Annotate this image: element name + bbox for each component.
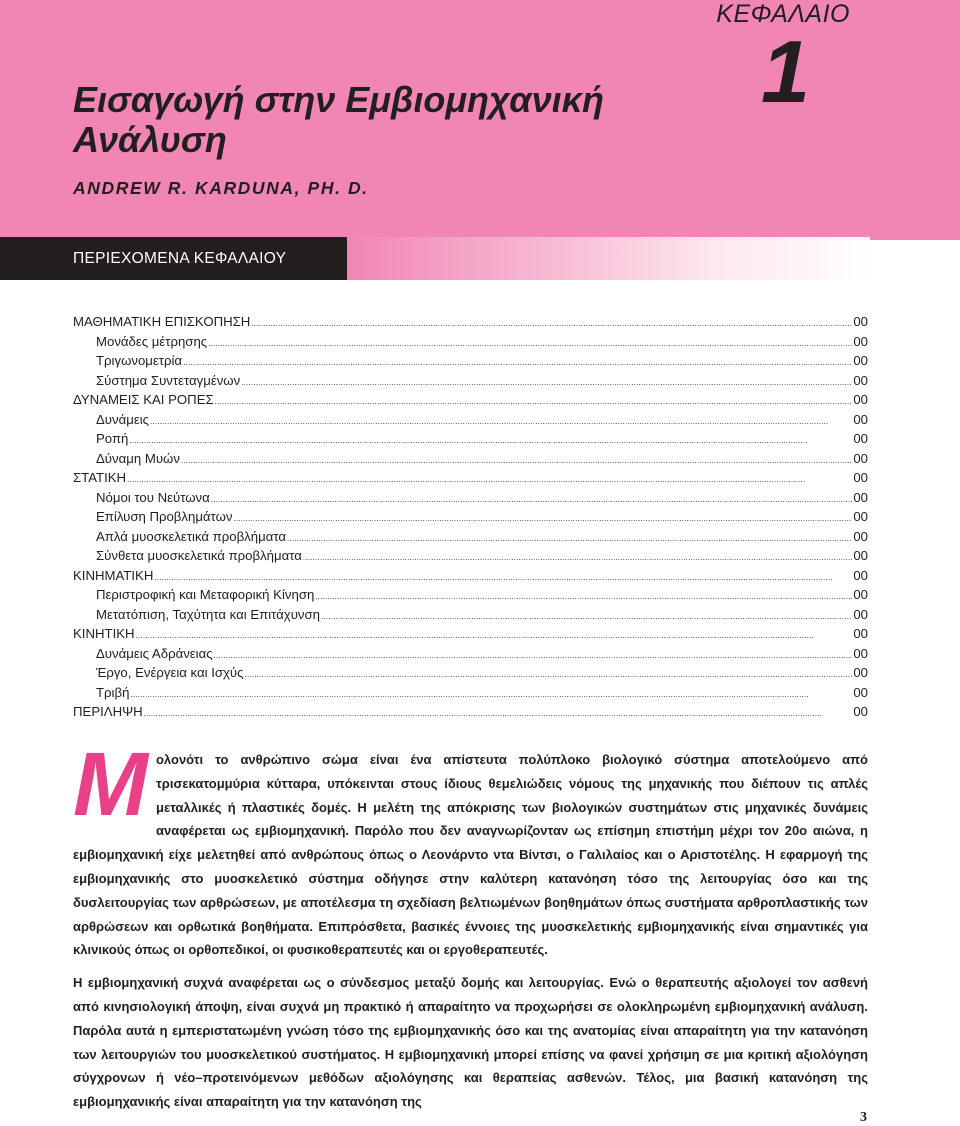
toc-entry	[73, 371, 868, 391]
toc-entry	[73, 702, 868, 722]
toc-entry	[73, 449, 868, 469]
toc-dot-leader	[233, 509, 852, 529]
toc-entry-page: 00	[853, 684, 868, 700]
toc-entry-title: Επίλυση Προβλημάτων	[96, 509, 233, 524]
contents-heading: ΠΕΡΙΕΧΟΜΕΝΑ ΚΕΦΑΛΑΙΟΥ	[73, 250, 287, 267]
chapter-body	[73, 735, 868, 1114]
toc-entry-title: Δυνάμεις Αδράνειας	[96, 645, 213, 661]
toc-entry-page: 00	[853, 645, 868, 661]
toc-entry-title: ΚΙΝΗΤΙΚΗ	[73, 626, 135, 641]
intro-paragraph	[73, 735, 868, 962]
toc-dot-leader	[208, 334, 852, 354]
toc-entry	[73, 488, 868, 508]
toc-entry	[73, 507, 868, 527]
toc-entry	[73, 566, 868, 586]
toc-dot-leader	[303, 548, 852, 568]
toc-entry-page: 00	[853, 353, 868, 368]
toc-entry	[73, 683, 868, 703]
toc-entry	[73, 468, 868, 488]
toc-dot-leader	[215, 392, 853, 412]
toc-entry-page: 00	[853, 372, 868, 388]
toc-entry-title: Δυνάμεις	[96, 411, 150, 427]
page-number: 3	[860, 1110, 867, 1125]
toc-dot-leader	[183, 353, 852, 373]
toc-dot-leader	[181, 451, 852, 471]
toc-entry	[73, 429, 868, 449]
toc-entry-page: 00	[853, 411, 868, 427]
toc-entry	[73, 410, 868, 430]
toc-entry-title: Τριγωνομετρία	[96, 353, 183, 368]
contents-heading-bar	[0, 237, 870, 280]
toc-dot-leader	[127, 470, 852, 490]
toc-entry-title: Έργο, Ενέργεια και Ισχύς	[96, 665, 244, 680]
toc-entry	[73, 585, 868, 605]
toc-dot-leader	[251, 314, 852, 334]
toc-entry-title: Σύνθετα μυοσκελετικά προβλήματα	[96, 548, 302, 563]
toc-entry-title: ΚΙΝΗΜΑΤΙΚΗ	[73, 567, 154, 583]
toc-entry	[73, 527, 868, 547]
toc-entry-page: 00	[853, 450, 868, 466]
toc-entry-title: Μετατόπιση, Ταχύτητα και Επιτάχυνση	[96, 606, 320, 622]
toc-dot-leader	[214, 646, 853, 666]
toc-entry-page: 00	[853, 314, 868, 329]
toc-entry-page: 00	[853, 528, 868, 544]
toc-entry	[73, 332, 868, 352]
toc-entry-page: 00	[853, 548, 868, 563]
toc-dot-leader	[321, 607, 852, 627]
toc-entry-page: 00	[853, 704, 868, 719]
toc-entry-title: ΣΤΑΤΙΚΗ	[73, 470, 127, 485]
toc-entry-title: Ροπή	[96, 431, 129, 446]
toc-entry-title: Απλά μυοσκελετικά προβλήματα	[96, 528, 286, 544]
toc-entry-title: Τριβή	[96, 684, 130, 700]
toc-dot-leader	[287, 529, 852, 549]
toc-dot-leader	[130, 685, 852, 705]
intro-paragraph-text: ολονότι το ανθρώπινο σώμα είναι ένα απίστευτα πολύπλοκο βιολογικό σύστημα αποτελούμενο από τρισεκατομμύρια κύτταρα, υπόκεινται στους ίδιους θεμελιώδεις νόμους της μηχανικής που διέπουν τις απλές μεταλλικές ή πλαστικές δομές. Η μελέτη της απόκρισης των βιολογικών συστημάτων στις μηχανικές δυνάμεις αναφέρεται ως εμβιομηχανική. Παρόλο που δεν αναγνωρίζονταν ως επίσημη επιστήμη μέχρι τον 20ο αιώνα, η εμβιομηχανική είχε μελετηθεί από ανθρώπους όπως ο Λεονάρντο ντα Βίντσι, ο Γαλιλαίος και ο Αριστοτέλης. Η εφαρμογή της εμβιομηχανικής στο μυοσκελετικό σύστημα οδήγησε στην καλύτερη κατανόηση τόσο της λειτουργίας όσο και της δυσλειτουργίας των αρθρώσεων, με αποτέλεσμα τη σχεδίαση βελτιωμένων βοηθημάτων όπως συστήματα αρθροπλαστικής των αρθρώσεων και ορθωτικά βοηθήματα. Επιπρόσθετα, βασικές έννοιες της μυοσκελετικής εμβιομηχανικής είναι σημαντικές για κλινικούς όπως οι ορθοπεδικοί, οι φυσικοθεραπευτές και οι εργοθεραπευτές.	[73, 752, 868, 958]
toc-dot-leader	[129, 431, 852, 451]
chapter-number: 1	[761, 22, 810, 121]
toc-entry-page: 00	[853, 606, 868, 622]
toc-entry-page: 00	[853, 587, 868, 602]
toc-entry	[73, 644, 868, 664]
toc-dot-leader	[150, 412, 852, 432]
chapter-title: Εισαγωγή στην Εμβιομηχανική Ανάλυση	[73, 79, 605, 160]
toc-entry-title: Μονάδες μέτρησης	[96, 333, 208, 349]
chapter-header	[0, 0, 960, 240]
toc-entry-page: 00	[853, 470, 868, 485]
toc-dot-leader	[241, 373, 852, 393]
chapter-author: ANDREW R. KARDUNA, PH. D.	[73, 178, 369, 198]
toc-entry-title: ΠΕΡΙΛΗΨΗ	[73, 704, 143, 719]
chapter-label: ΚΕΦΑΛΑΙΟ	[716, 0, 850, 28]
toc-entry-page: 00	[853, 392, 868, 407]
toc-entry	[73, 663, 868, 683]
toc-entry-title: Νόμοι του Νεύτωνα	[96, 489, 210, 505]
toc-entry-page: 00	[853, 509, 868, 524]
toc-dot-leader	[315, 587, 852, 607]
toc-entry-title: Σύστημα Συντεταγμένων	[96, 372, 241, 388]
toc-entry	[73, 624, 868, 644]
table-of-contents	[73, 312, 868, 722]
toc-entry-page: 00	[853, 489, 868, 505]
toc-entry-page: 00	[853, 567, 868, 583]
drop-cap-letter: Μ	[73, 735, 148, 835]
toc-entry	[73, 546, 868, 566]
toc-entry-title: Δύναμη Μυών	[96, 450, 180, 466]
toc-entry-title: ΜΑΘΗΜΑΤΙΚΗ ΕΠΙΣΚΟΠΗΣΗ	[73, 314, 251, 329]
toc-entry-page: 00	[853, 431, 868, 446]
toc-entry-page: 00	[853, 626, 868, 641]
toc-entry-page: 00	[853, 333, 868, 349]
toc-entry-title: ΔΥΝΑΜΕΙΣ ΚΑΙ ΡΟΠΕΣ	[73, 392, 214, 407]
toc-entry-page: 00	[853, 665, 868, 680]
second-paragraph: Η εμβιομηχανική συχνά αναφέρεται ως ο σύνδεσμος μεταξύ δομής και λειτουργίας. Ενώ ο θεραπευτής αξιολογεί τον ασθενή από κινησιολογική άποψη, είναι συχνά μη πρακτικό ή απαραίτητο να προχωρήσει σε ολοκληρωμένη εμβιομηχανική ανάλυση. Παρόλα αυτά η εμπεριστατωμένη γνώση τόσο της εμβιομηχανικής όσο και της ανατομίας είναι απαραίτητη για την κατανόηση των λειτουργιών του μυοσκελετικού συστήματος. Η εμβιομηχανική μπορεί επίσης να φανεί χρήσιμη σε μια κριτική αξιολόγηση σύγχρονων ή νέο–προτεινόμενων μεθόδων αξιολόγησης και θεραπείας ασθενών. Τέλος, μια βασική κατανόηση της εμβιομηχανικής είναι απαραίτητη για την κατανόηση της	[73, 975, 868, 1110]
toc-dot-leader	[245, 665, 853, 685]
toc-dot-leader	[211, 490, 853, 510]
toc-entry	[73, 351, 868, 371]
toc-entry	[73, 312, 868, 332]
toc-dot-leader	[144, 704, 853, 724]
toc-entry-title: Περιστροφική και Μεταφορική Κίνηση	[96, 587, 315, 602]
toc-dot-leader	[136, 626, 853, 646]
toc-entry	[73, 390, 868, 410]
toc-entry	[73, 605, 868, 625]
